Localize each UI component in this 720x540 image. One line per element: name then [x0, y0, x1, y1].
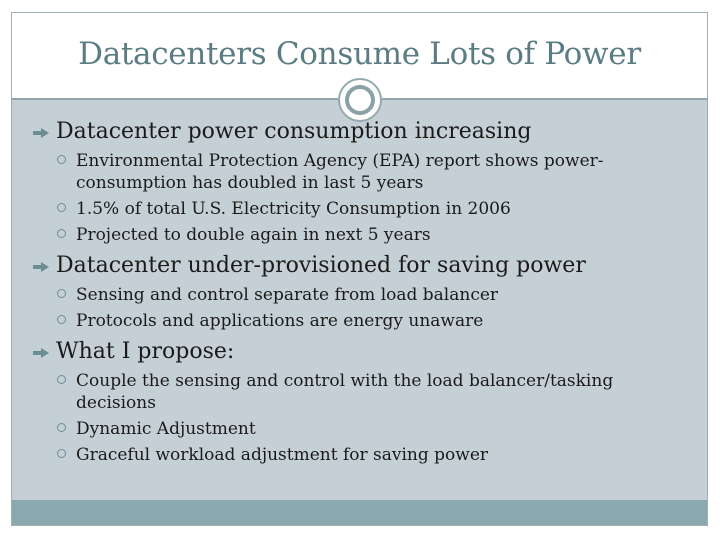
- section-heading: [24, 252, 684, 280]
- list-item: [24, 150, 676, 194]
- circle-bullet-icon: [57, 375, 66, 384]
- bullet-arrow-icon: [32, 347, 50, 359]
- list-item-text: Couple the sensing and control with the load balancer/tasking decisions: [76, 371, 614, 413]
- list-item: [24, 444, 676, 466]
- circle-bullet-icon: [57, 203, 66, 212]
- list-item: [24, 370, 676, 414]
- circle-bullet-icon: [57, 155, 66, 164]
- list-item: [24, 310, 676, 332]
- circle-bullet-icon: [57, 315, 66, 324]
- title-divider-right: [382, 98, 708, 100]
- list-item-text: Environmental Protection Agency (EPA) report shows power-consumption has doubled in last 5 years: [76, 151, 604, 193]
- section-heading: [24, 118, 684, 146]
- list-item: [24, 418, 676, 440]
- slide-title: Datacenters Consume Lots of Power: [78, 36, 641, 72]
- circle-bullet-icon: [57, 229, 66, 238]
- circle-bullet-icon: [57, 289, 66, 298]
- section-heading: [24, 338, 684, 366]
- list-item-text: Protocols and applications are energy unaware: [76, 311, 484, 331]
- section-heading-text: Datacenter under-provisioned for saving power: [56, 253, 586, 278]
- bullet-arrow-icon: [32, 261, 50, 273]
- section-heading-text: What I propose:: [56, 339, 235, 364]
- circle-bullet-icon: [57, 423, 66, 432]
- list-item: [24, 198, 676, 220]
- section-proposal: [24, 338, 684, 466]
- list-item-text: Projected to double again in next 5 years: [76, 225, 431, 245]
- list-item-text: Sensing and control separate from load balancer: [76, 285, 499, 305]
- list-item-text: 1.5% of total U.S. Electricity Consumption in 2006: [76, 199, 511, 219]
- section-heading-text: Datacenter power consumption increasing: [56, 119, 532, 144]
- circle-bullet-icon: [57, 449, 66, 458]
- list-item: [24, 284, 676, 306]
- section-power-consumption: [24, 118, 684, 246]
- section-under-provisioned: [24, 252, 684, 332]
- list-item-text: Graceful workload adjustment for saving power: [76, 445, 489, 465]
- title-divider-left: [11, 98, 338, 100]
- title-circle-ornament: [338, 78, 382, 122]
- slide-content: [24, 118, 684, 472]
- list-item-text: Dynamic Adjustment: [76, 419, 256, 439]
- list-item: [24, 224, 676, 246]
- bullet-arrow-icon: [32, 127, 50, 139]
- title-circle-inner: [345, 85, 375, 115]
